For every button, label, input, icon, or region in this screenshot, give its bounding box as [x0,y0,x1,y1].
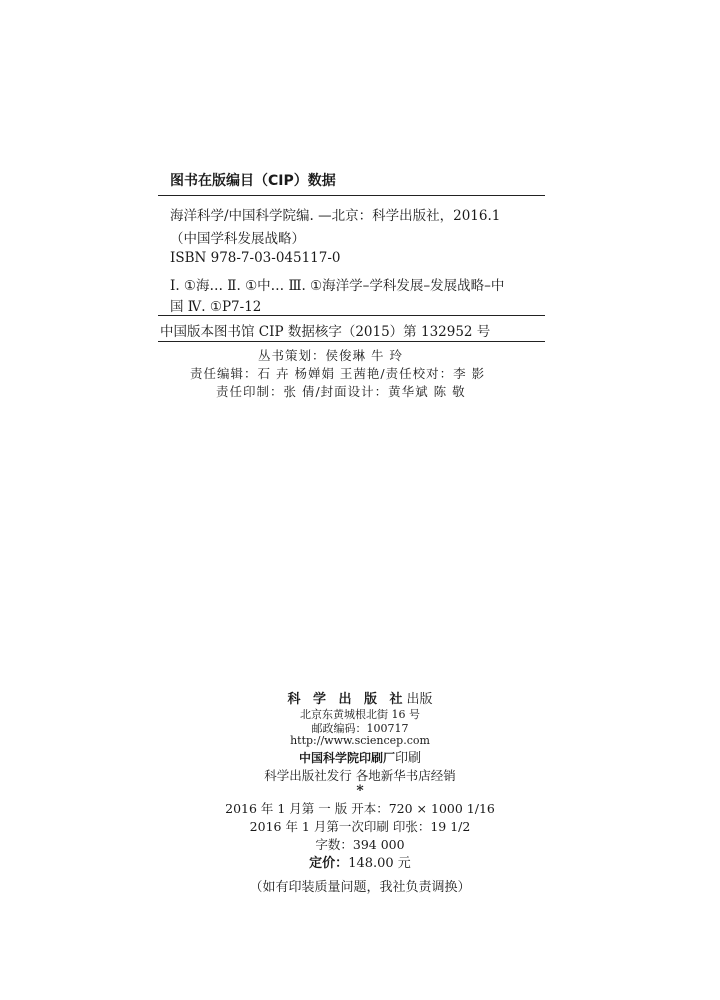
price-value: 148.00 元 [348,856,411,871]
cip-line-isbn: ISBN 978-7-03-045117-0 [170,250,341,266]
publisher-suffix: 出版 [406,692,433,707]
quality-note: （如有印装质量问题，我社负责调换） [249,880,471,895]
distribution-line: 科学出版社发行 各地新华书店经销 [264,768,456,783]
cip-line-record-number: 中国版本图书馆 CIP 数据核字（2015）第 132952 号 [160,324,491,340]
cip-top-rule [158,195,545,196]
publisher-url: http://www.sciencep.com [290,734,430,747]
price-line [0,852,720,871]
printer-suffix: 印刷 [395,751,422,766]
credit-production: 责任印制：张 倩/封面设计：黄华斌 陈 敬 [216,384,466,399]
cip-mid-rule [158,315,545,316]
cip-line-classification-cont: 国 Ⅳ. ①P7-12 [170,299,262,315]
cip-bottom-rule [158,341,545,342]
credit-editors: 责任编辑：石 卉 杨婵娟 王茜艳/责任校对：李 影 [190,366,486,381]
cip-title: 图书在版编目（CIP）数据 [170,173,336,189]
cip-line-title: 海洋科学/中国科学院编. —北京：科学出版社，2016.1 [170,208,501,224]
publisher-line [0,688,720,707]
printer-line [0,747,720,766]
price-label: 定价： [309,856,349,871]
separator-star: * [356,783,364,799]
cip-line-classification: Ⅰ. ①海… Ⅱ. ①中… Ⅲ. ①海洋学–学科发展–发展战略–中 [170,278,505,294]
publisher-address: 北京东黄城根北街 16 号 [300,708,420,721]
printer-name: 中国科学院印刷厂 [298,751,395,765]
publisher-postcode: 邮政编码：100717 [311,722,409,735]
publisher-name: 科 学 出 版 社 [287,692,407,707]
credit-planner: 丛书策划：侯俊琳 牛 玲 [258,348,403,363]
edition-line: 2016 年 1 月第 一 版 开本：720 × 1000 1/16 [225,801,495,816]
wordcount-line: 字数：394 000 [315,837,405,852]
printing-line: 2016 年 1 月第一次印刷 印张：19 1/2 [249,819,471,834]
cip-line-series: （中国学科发展战略） [170,231,305,247]
